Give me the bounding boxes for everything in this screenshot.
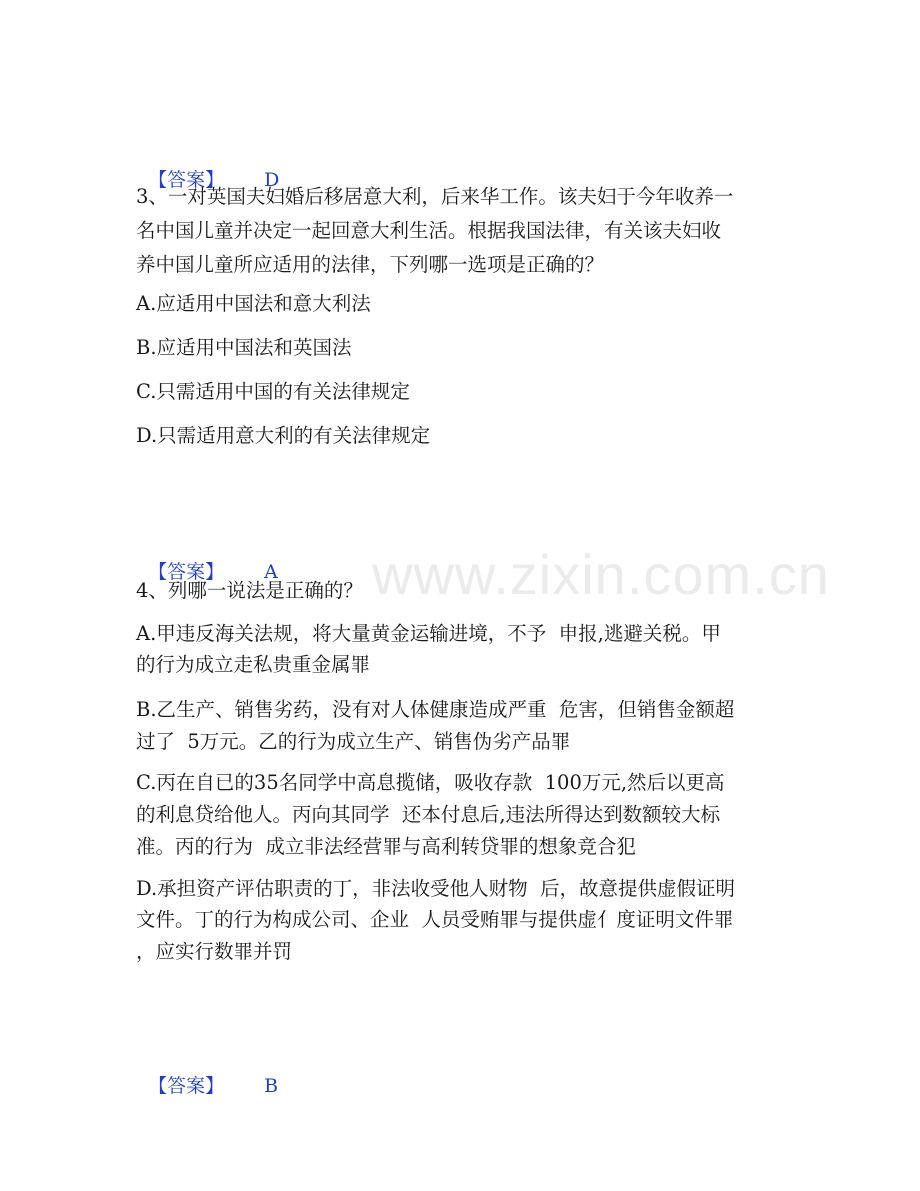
answer-value: A bbox=[264, 561, 278, 583]
question-4-option-d-line-3: ，应实行数罪并罚 bbox=[136, 940, 293, 963]
question-4-option-b-line-1: B.乙生产、销售劣药，没有对人体健康造成严重 危害，但销售金额超 bbox=[136, 698, 735, 721]
question-3-stem-line-3: 养中国儿童所应适用的法律，下列哪一选项是正确的？ bbox=[136, 253, 605, 276]
question-3-option-d: D.只需适用意大利的有关法律规定 bbox=[136, 424, 431, 447]
question-3-option-c: C.只需适用中国的有关法律规定 bbox=[136, 380, 410, 403]
answer-block bbox=[136, 536, 278, 584]
question-4-option-a-line-2: 的行为成立走私贵重金属罪 bbox=[136, 653, 371, 676]
question-4-option-a-line-1: A.甲违反海关法规，将大量黄金运输进境，不予 申报,逃避关税。甲 bbox=[136, 622, 721, 645]
answer-block bbox=[136, 1050, 278, 1098]
question-4-option-b-line-2: 过了 5万元。乙的行为成立生产、销售伪劣产品罪 bbox=[136, 730, 571, 753]
answer-value: D bbox=[264, 169, 280, 191]
answer-label: 【答案】 bbox=[148, 561, 225, 583]
question-3-option-a: A.应适用中国法和意大利法 bbox=[136, 292, 371, 315]
watermark: www.zixin.com.cn bbox=[372, 543, 830, 606]
answer-value: B bbox=[264, 1075, 279, 1097]
question-4-option-d-line-1: D.承担资产评估职责的丁，非法收受他人财物 后，故意提供虚假证明 bbox=[136, 877, 736, 900]
question-3-stem-line-2: 名中国儿童并决定一起回意大利生活。根据我国法律，有关该夫妇收 bbox=[136, 219, 722, 242]
question-4-option-c-line-3: 准。丙的行为 成立非法经营罪与高利转贷罪的想象竞合犯 bbox=[136, 835, 636, 858]
answer-label: 【答案】 bbox=[148, 1075, 225, 1097]
question-4-stem: 4、列哪一说法是正确的？ bbox=[136, 579, 363, 602]
answer-label: 【答案】 bbox=[148, 169, 225, 191]
question-4-option-c-line-1: C.丙在自已的35名同学中高息揽储，吸收存款 100万元,然后以更高 bbox=[136, 771, 725, 794]
question-3-option-b: B.应适用中国法和英国法 bbox=[136, 336, 352, 359]
question-4-option-c-line-2: 的利息贷给他人。丙向其同学 还本付息后,违法所得达到数额较大标 bbox=[136, 803, 721, 826]
question-4-option-d-line-2: 文件。丁的行为构成公司、企业 人员受贿罪与提供虚亻度证明文件罪 bbox=[136, 908, 734, 931]
question-3-stem-line-1: 3、一对英国夫妇婚后移居意大利，后来华工作。该夫妇于今年收养一 bbox=[136, 185, 734, 208]
